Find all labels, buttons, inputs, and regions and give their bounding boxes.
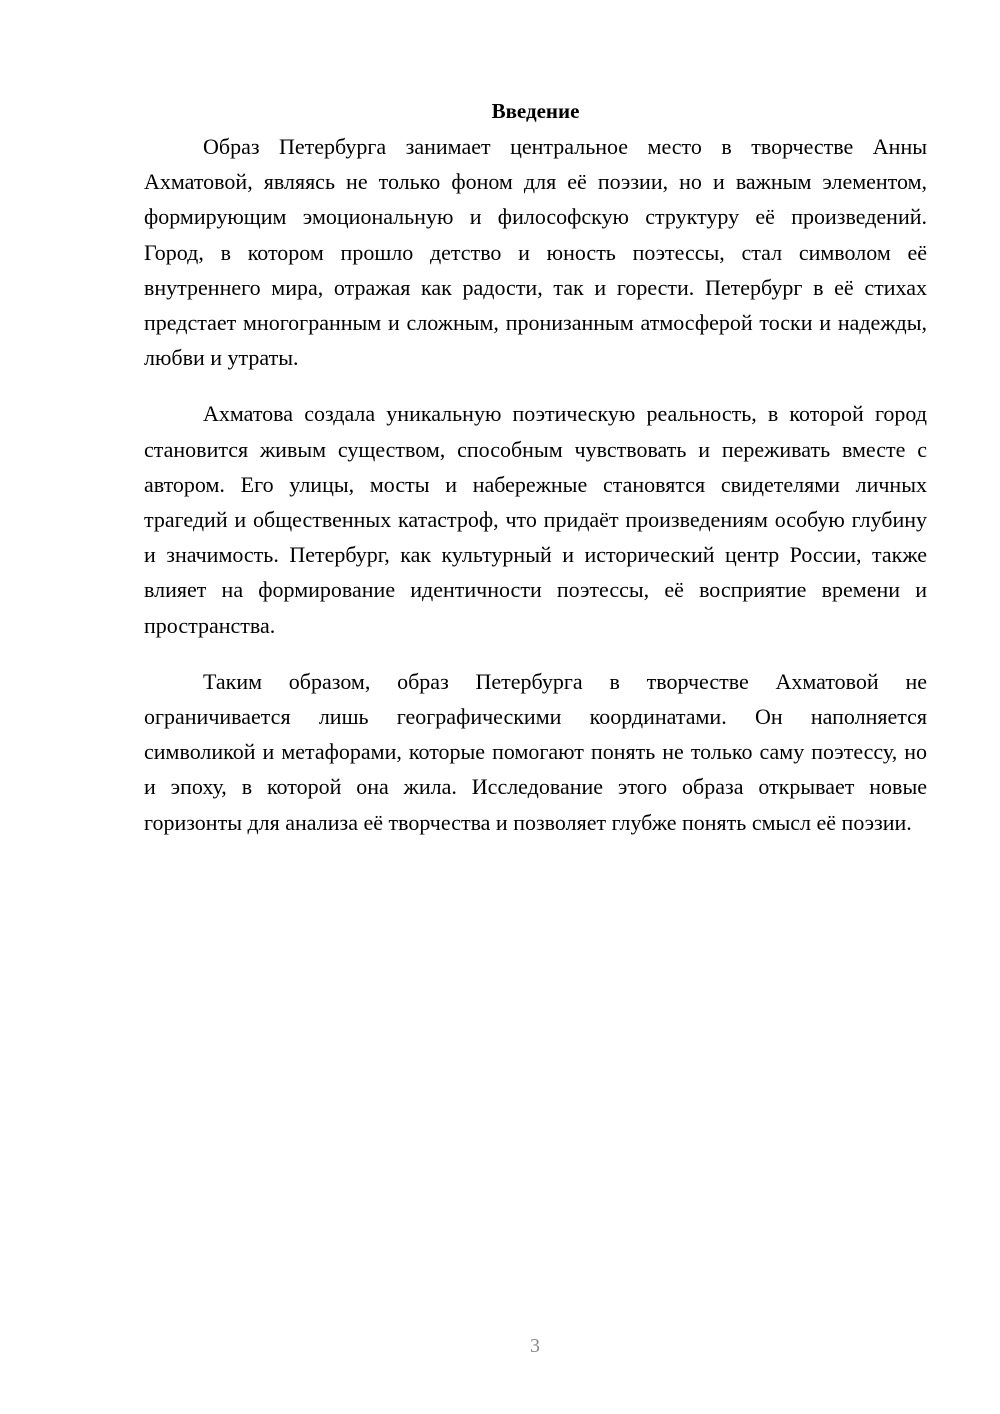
paragraph-3: Таким образом, образ Петербурга в творчестве Ахматовой не ограничивается лишь географическими координатами. Он наполняется символикой и метафорами, которые помогают понять не только саму поэтессу, но и эпоху, в которой она жила. Исследование этого образа открывает новые горизонты для анализа её творчества и позволяет глубже понять смысл её поэзии.: [144, 668, 927, 835]
section-title: Введение: [491, 99, 580, 123]
paragraph-1: Образ Петербурга занимает центральное место в творчестве Анны Ахматовой, являясь не только фоном для её поэзии, но и важным элементом, формирующим эмоциональную и философскую структуру её произведений. Город, в котором прошло детство и юность поэтессы, стал символом её внутреннего мира, отражая как радости, так и горести. Петербург в её стихах предстает многогранным и сложным, пронизанным атмосферой тоски и надежды, любви и утраты.: [144, 134, 927, 371]
page-number: 3: [530, 1335, 540, 1357]
paragraph-2: Ахматова создала уникальную поэтическую реальность, в которой город становится живым существом, способным чувствовать и переживать вместе с автором. Его улицы, мосты и набережные становятся свидетелями личных трагедий и общественных катастроф, что придаёт произведениям особую глубину и значимость. Петербург, как культурный и исторический центр России, также влияет на формирование идентичности поэтессы, её восприятие времени и пространства.: [144, 401, 927, 638]
page-content: [144, 94, 927, 861]
